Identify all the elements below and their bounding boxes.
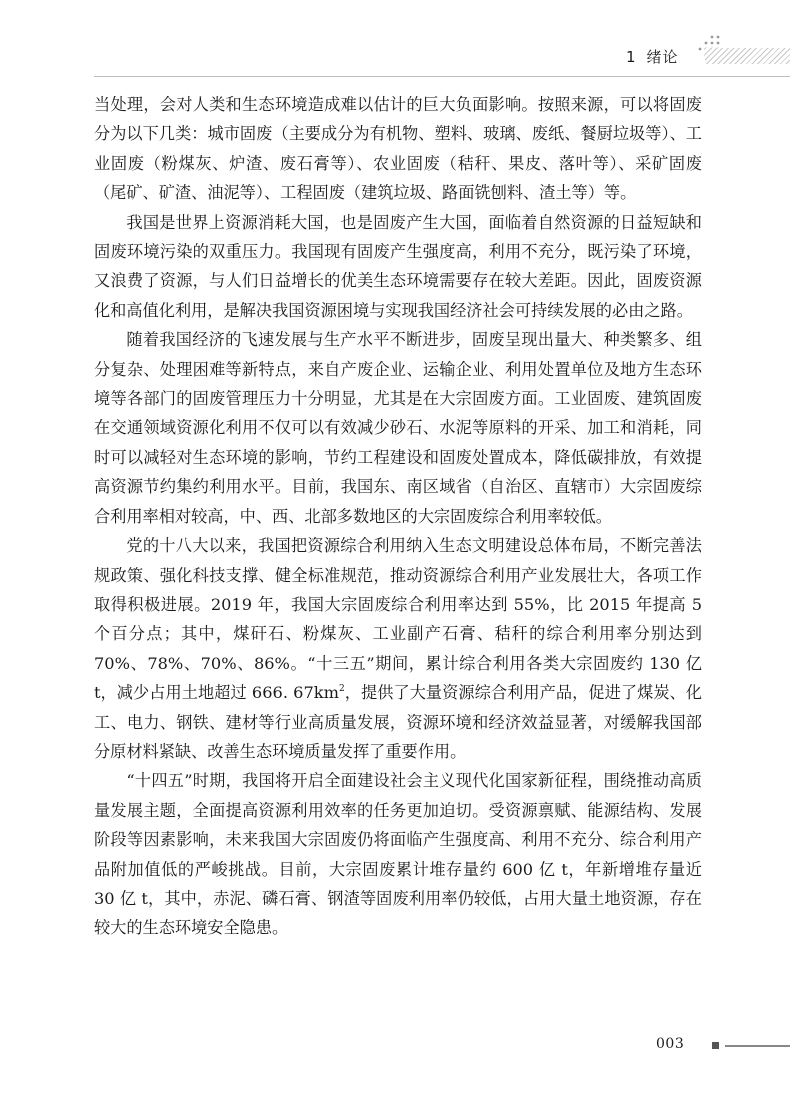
paragraph xyxy=(94,531,702,766)
paragraph: 我国是世界上资源消耗大国，也是固废产生大国，面临着自然资源的日益短缺和固废环境污染的双重压力。我国现有固废产生强度高，利用不充分，既污染了环境，又浪费了资源，与人们日益增长的优美生态环境需要存在较大差距。因此，固废资源化和高值化利用，是解决我国资源困境与实现我国经济社会可持续发展的必由之路。 xyxy=(94,212,702,320)
chapter-number: 1 xyxy=(626,48,637,66)
superscript: 2 xyxy=(338,684,345,695)
paragraph: “十四五”时期，我国将开启全面建设社会主义现代化国家新征程，围绕推动高质量发展主题，全面提高资源利用效率的任务更加迫切。受资源禀赋、能源结构、发展阶段等因素影响，未来我国大宗固废仍将面临产生强度高、利用不充分、综合利用产品附加值低的严峻挑战。目前，大宗固废累计堆存量约 600 亿 t，年新增堆存量近 30 亿 t，其中，赤泥、磷石膏、钢渣等固废利用率仍较低，占用大量土地资源，存在较大的生态环境安全隐患。 xyxy=(94,771,702,938)
page-header xyxy=(0,34,790,74)
body-text xyxy=(94,90,702,943)
paragraph-text: 党的十八大以来，我国把资源综合利用纳入生态文明建设总体布局，不断完善法规政策、强化科技支撑、健全标准规范，推动资源综合利用产业发展壮大，各项工作取得积极进展。2019 年，我国大宗固废综合利用率达到 55%，比 2015 年提高 5 个百分点；其中，煤矸石、粉煤灰、工业副产石膏、秸秆的综合利用率分别达到 70%、78%、70%、86%。“十三五”期间，累计综合利用各类大宗固废约 130 亿 t，减少占用土地超过 666. 67km xyxy=(94,536,702,703)
page-number: 003 xyxy=(656,1036,685,1052)
paragraph: 当处理，会对人类和生态环境造成难以估计的巨大负面影响。按照来源，可以将固废分为以下几类：城市固废（主要成分为有机物、塑料、玻璃、废纸、餐厨垃圾等）、工业固废（粉煤灰、炉渣、废石膏等）、农业固废（秸秆、果皮、落叶等）、采矿固废（尾矿、矿渣、油泥等）、工程固废（建筑垃圾、路面铣刨料、渣土等）等。 xyxy=(94,95,702,203)
chapter-title: 绪论 xyxy=(646,48,679,66)
paragraph-text: ，提供了大量资源综合利用产品，促进了煤炭、化工、电力、钢铁、建材等行业高质量发展，资源环境和经济效益显著，对缓解我国部分原材料紧缺、改善生态环境质量发挥了重要作用。 xyxy=(94,683,702,761)
header-rule xyxy=(94,76,790,77)
chapter-heading xyxy=(626,46,679,67)
paragraph: 随着我国经济的飞速发展与生产水平不断进步，固废呈现出量大、种类繁多、组分复杂、处理困难等新特点，来自产废企业、运输企业、利用处置单位及地方生态环境等各部门的固废管理压力十分明显，尤其是在大宗固废方面。工业固废、建筑固废在交通领域资源化利用不仅可以有效减少砂石、水泥等原料的开采、加工和消耗，同时可以减轻对生态环境的影响，节约工程建设和固废处置成本，降低碳排放，有效提高资源节约集约利用水平。目前，我国东、南区域省（自治区、直辖市）大宗固废综合利用率相对较高，中、西、北部多数地区的大宗固废综合利用率较低。 xyxy=(94,330,702,526)
page-footer xyxy=(0,1036,790,1056)
header-hatch-decoration xyxy=(705,48,790,64)
footer-square-decoration xyxy=(712,1042,719,1049)
footer-rule xyxy=(725,1045,790,1047)
